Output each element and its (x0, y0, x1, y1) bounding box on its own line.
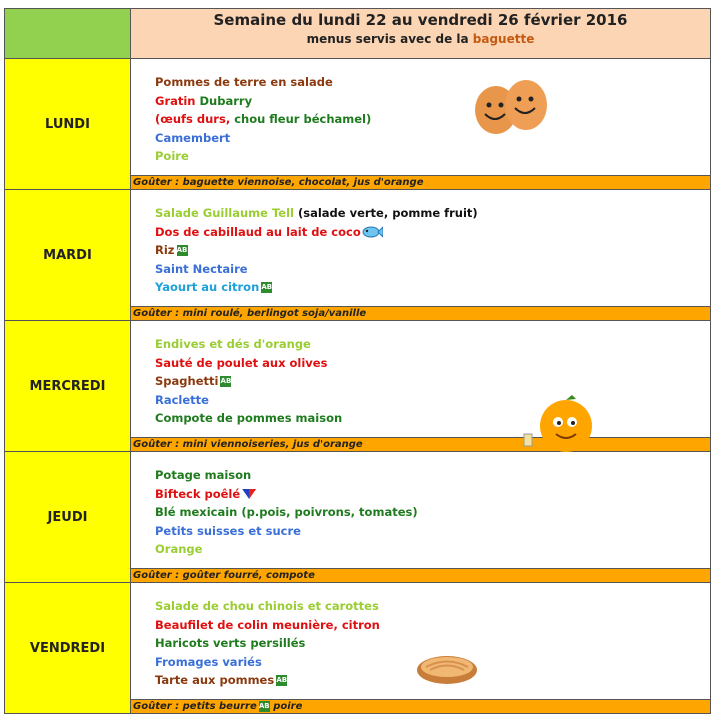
menu-item-text: Tarte aux pommes (155, 673, 275, 687)
gouter-line (131, 306, 710, 320)
gouter-line (131, 699, 710, 713)
menu-item (155, 110, 710, 129)
menu-item (155, 466, 710, 485)
ab-label-icon: AB (220, 377, 232, 385)
day-row-mardi (5, 190, 711, 321)
menu-item (155, 372, 710, 391)
header-row (5, 9, 711, 59)
day-row-lundi (5, 59, 711, 190)
menu-item (155, 73, 710, 92)
day-row-mercredi (5, 321, 711, 452)
menu-item-text: Orange (155, 542, 203, 556)
header-corner-cell (5, 9, 131, 59)
ab-label-icon: AB (176, 246, 188, 254)
menu-item-text: Salade de chou chinois et carottes (155, 599, 379, 613)
orange-smiley-icon (520, 394, 596, 456)
menu-item-text: Petits suisses et sucre (155, 523, 301, 538)
ab-label-icon: AB (261, 283, 273, 291)
menu-item-text: Potage maison (155, 468, 252, 482)
menu-item-text: Raclette (155, 392, 209, 407)
ab-label-icon: AB (276, 676, 288, 684)
days-body (5, 59, 711, 714)
menu-item-text: Poire (155, 149, 189, 163)
gouter-text: Goûter : baguette viennoise, chocolat, jus d'orange (133, 177, 424, 188)
menu-item (155, 354, 710, 373)
gouter-text: Goûter : petits beurre (133, 701, 257, 712)
menu-item (155, 522, 710, 541)
day-name: VENDREDI (5, 583, 131, 714)
menu-table (4, 8, 711, 714)
day-row-jeudi (5, 452, 711, 583)
menu-item-text: Pommes de terre en salade (155, 75, 333, 89)
menu-item (155, 540, 710, 559)
egg-smiley-icon (468, 78, 558, 136)
subtitle-highlight: baguette (472, 32, 535, 46)
menu-item (155, 597, 710, 616)
menu-items (131, 59, 710, 166)
menu-item (155, 616, 710, 635)
menu-item (155, 147, 710, 166)
menu-item (155, 92, 710, 111)
menu-item-text: Yaourt au citron (155, 280, 260, 294)
menu-document (4, 8, 710, 714)
menu-items (131, 190, 710, 297)
gouter-text: Goûter : mini viennoiseries, jus d'orange (133, 439, 363, 450)
menu-item-text: Sauté de poulet aux olives (155, 355, 328, 370)
day-name: LUNDI (5, 59, 131, 190)
gouter-line (131, 568, 710, 582)
day-row-vendredi (5, 583, 711, 714)
gouter-text: Goûter : goûter fourré, compote (133, 570, 315, 581)
gouter-suffix: poire (269, 701, 303, 712)
menu-item-text: Compote de pommes maison (155, 411, 343, 425)
day-menu-cell (131, 321, 711, 452)
menu-item-text: Dubarry (199, 93, 253, 108)
menu-item-text: Saint Nectaire (155, 261, 248, 276)
menu-item-text: Gratin (155, 93, 200, 108)
subtitle-prefix: menus servis avec de la (306, 32, 473, 46)
menu-item-text: Endives et dés d'orange (155, 337, 311, 351)
gouter-text: Goûter : mini roulé, berlingot soja/vanille (133, 308, 367, 319)
menu-item (155, 260, 710, 279)
menu-item-text: Camembert (155, 130, 231, 145)
header-cell (131, 9, 711, 59)
viande-francaise-icon (242, 489, 256, 499)
fish-icon (361, 225, 383, 239)
menu-item (155, 485, 710, 504)
day-menu-cell (131, 59, 711, 190)
day-name: MERCREDI (5, 321, 131, 452)
menu-item (155, 409, 710, 428)
menu-item (155, 335, 710, 354)
menu-item (155, 204, 710, 223)
day-menu-cell (131, 190, 711, 321)
menu-item-text: Salade Guillaume Tell (155, 206, 298, 220)
week-title: Semaine du lundi 22 au vendredi 26 février 2016 (213, 11, 628, 29)
menu-items (131, 321, 710, 428)
menu-item-text: (œufs durs, (155, 112, 235, 126)
day-name: MARDI (5, 190, 131, 321)
menu-item (155, 223, 710, 242)
menu-item (155, 503, 710, 522)
ab-label-icon: AB (258, 701, 270, 710)
menu-item-text: Fromages variés (155, 654, 262, 669)
menu-item-text: Spaghetti (155, 374, 219, 388)
menu-item-text: chou fleur béchamel) (234, 112, 372, 126)
menu-item-text: (salade verte, pomme fruit) (297, 206, 478, 220)
gouter-line (131, 437, 710, 451)
menu-item-text: Blé mexicain (p.pois, poivrons, tomates) (155, 505, 418, 519)
menu-item (155, 278, 710, 297)
menu-item-text: Riz (155, 243, 175, 257)
menu-item (155, 241, 710, 260)
day-menu-cell (131, 452, 711, 583)
day-name: JEUDI (5, 452, 131, 583)
menu-item-text: Bifteck poêlé (155, 486, 241, 501)
menu-item (155, 129, 710, 148)
subtitle (131, 29, 710, 46)
gouter-line (131, 175, 710, 189)
menu-items (131, 452, 710, 559)
menu-item-text: Haricots verts persillés (155, 636, 306, 650)
apple-tart-icon (414, 648, 480, 688)
menu-item-text: Beaufilet de colin meunière, citron (155, 617, 380, 632)
menu-item-text: Dos de cabillaud au lait de coco (155, 224, 361, 239)
menu-item (155, 391, 710, 410)
